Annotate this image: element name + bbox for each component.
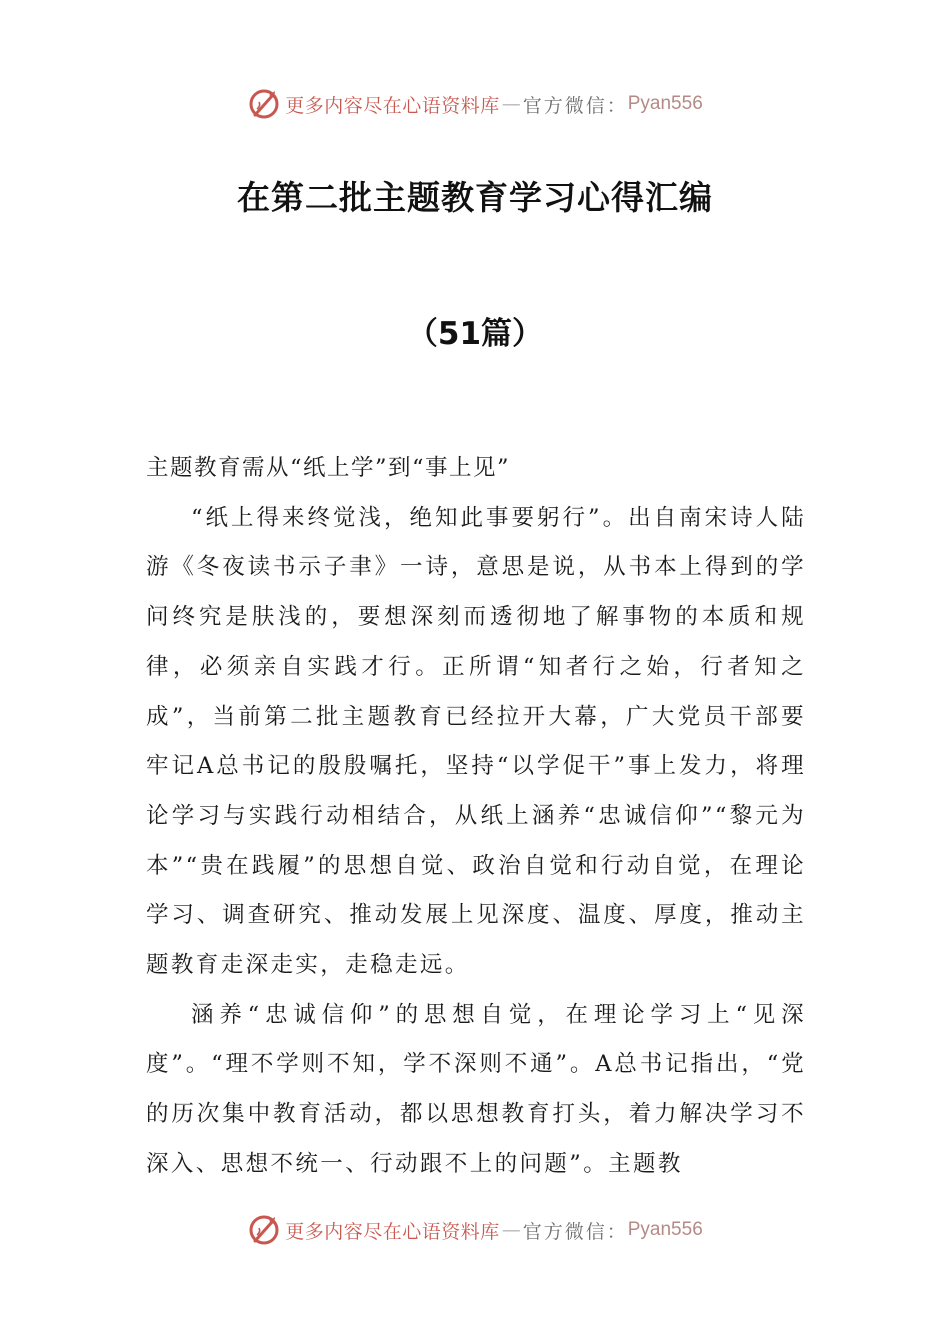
body-paragraph-1: “纸上得来终觉浅，绝知此事要躬行”。出自南宋诗人陆游《冬夜读书示子聿》一诗，意思是说，从书本上得到的学问终究是肤浅的，要想深刻而透彻地了解事物的本质和规律，必须亲自实践才行。正所谓“知者行之始，行者知之成”，当前第二批主题教育已经拉开大幕，广大党员干部要牢记A总书记的殷殷嘱托，坚持“以学促干”事上发力，将理论学习与实践行动相结合，从纸上涵养“忠诚信仰”“黎元为本”“贵在践履”的思想自觉、政治自觉和行动自觉，在理论学习、调查研究、推动发展上见深度、温度、厚度，推动主题教育走深走实，走稳走远。 bbox=[146, 504, 806, 979]
header-banner bbox=[0, 84, 950, 124]
banner-dash: — bbox=[501, 93, 521, 115]
banner-wechat-id: Pyan556 bbox=[627, 93, 703, 114]
banner-wechat-label: 官方微信： bbox=[522, 94, 628, 117]
article-heading: 主题教育需从“纸上学”到“事上见” bbox=[146, 455, 511, 481]
pen-circle-logo-icon bbox=[247, 1213, 281, 1247]
document-subtitle: （51篇） bbox=[406, 316, 544, 352]
document-body bbox=[146, 444, 806, 1190]
footer-banner bbox=[0, 1210, 950, 1250]
body-paragraph-2: 涵养“忠诚信仰”的思想自觉，在理论学习上“见深度”。“理不学则不知，学不深则不通”。A总书记指出，“党的历次集中教育活动，都以思想教育打头，着力解决学习不深入、思想不统一、行动跟不上的问题”。主题教 bbox=[146, 1001, 806, 1177]
banner-wechat-id: Pyan556 bbox=[627, 1219, 703, 1240]
banner-wechat-label: 官方微信： bbox=[522, 1220, 628, 1243]
banner-dash: — bbox=[501, 1219, 521, 1241]
document-title: 在第二批主题教育学习心得汇编 bbox=[237, 178, 713, 217]
banner-site-text: 更多内容尽在心语资料库 bbox=[285, 94, 500, 117]
banner-site-text: 更多内容尽在心语资料库 bbox=[285, 1220, 500, 1243]
pen-circle-logo-icon bbox=[247, 87, 281, 121]
